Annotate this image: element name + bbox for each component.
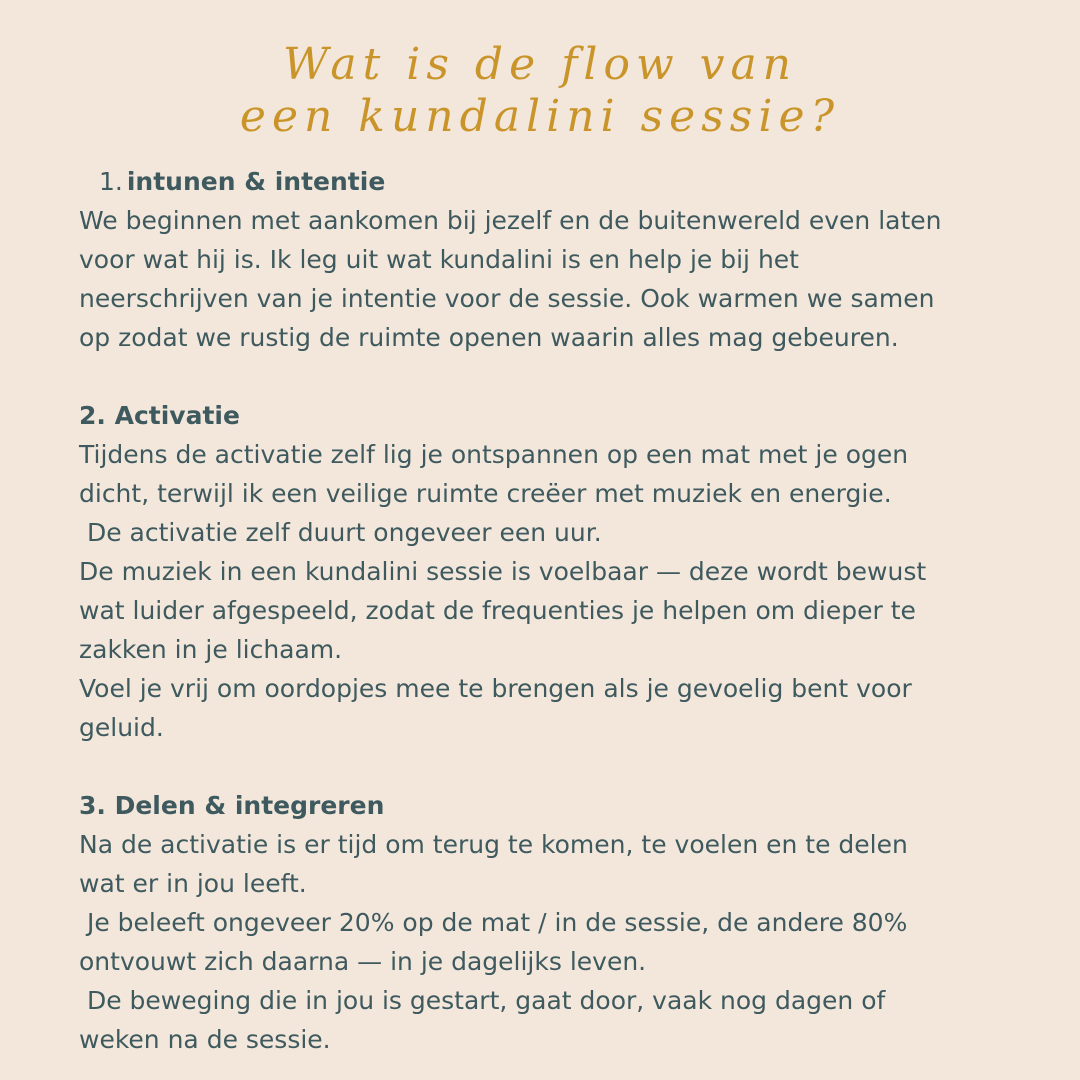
section-2-line: Tijdens de activatie zelf lig je ontspannen op een mat met je ogen (79, 440, 909, 469)
section-3-line: ontvouwt zich daarna — in je dagelijks leven. (79, 947, 647, 976)
section-3-line: Je beleeft ongeveer 20% op de mat / in de sessie, de andere 80% (79, 908, 908, 937)
section-3-line: weken na de sessie. (79, 1025, 331, 1054)
spacer (79, 357, 1019, 396)
section-2-line: Voel je vrij om oordopjes mee te brengen als je gevoelig bent voor (79, 674, 912, 703)
section-2-line: De muziek in een kundalini sessie is voelbaar — deze wordt bewust (79, 557, 927, 586)
section-1-line: We beginnen met aankomen bij jezelf en de buitenwereld even laten (79, 206, 942, 235)
section-1-line: voor wat hij is. Ik leg uit wat kundalini is en help je bij het (79, 245, 799, 274)
section-1-number: 1. (99, 167, 123, 196)
section-2-line: geluid. (79, 713, 164, 742)
section-1-line: op zodat we rustig de ruimte openen waarin alles mag gebeuren. (79, 323, 899, 352)
section-2-line: wat luider afgespeeld, zodat de frequenties je helpen om dieper te (79, 596, 916, 625)
section-2-line: De activatie zelf duurt ongeveer een uur. (79, 518, 602, 547)
section-1-heading (79, 162, 1019, 201)
page-title-line-2: een kundalini sessie? (239, 91, 841, 142)
section-2-line: zakken in je lichaam. (79, 635, 343, 664)
section-3-heading: 3. Delen & integreren (79, 791, 385, 820)
section-3-line: wat er in jou leeft. (79, 869, 307, 898)
section-2-line: dicht, terwijl ik een veilige ruimte creëer met muziek en energie. (79, 479, 892, 508)
section-3-line: Na de activatie is er tijd om terug te komen, te voelen en te delen (79, 830, 908, 859)
section-1-title: intunen & intentie (126, 167, 386, 196)
content (79, 162, 1019, 1059)
section-2-heading: 2. Activatie (79, 401, 240, 430)
spacer (79, 747, 1019, 786)
section-3-line: De beweging die in jou is gestart, gaat door, vaak nog dagen of (79, 986, 886, 1015)
section-1-line: neerschrijven van je intentie voor de sessie. Ook warmen we samen (79, 284, 935, 313)
page-title-line-1: Wat is de flow van (282, 39, 798, 90)
